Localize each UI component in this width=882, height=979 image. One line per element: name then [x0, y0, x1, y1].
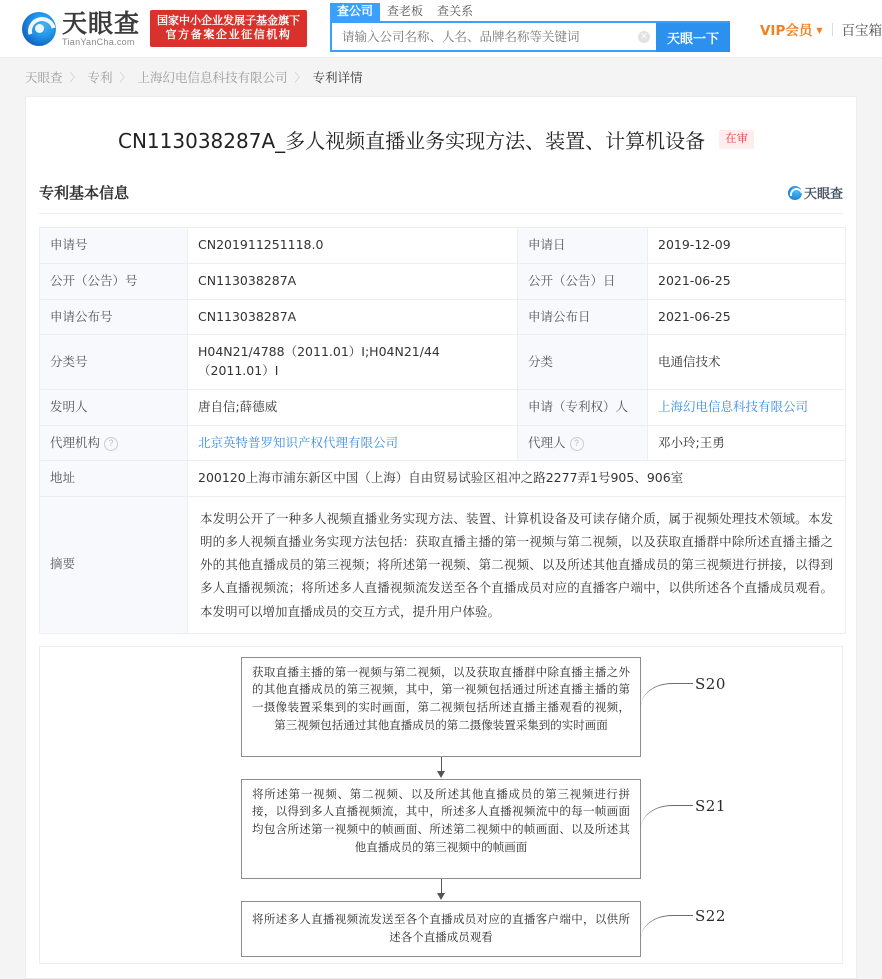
cell-label: 地址	[40, 461, 188, 497]
cell-label-agent	[518, 425, 648, 461]
agency-link[interactable]: 北京英特普罗知识产权代理有限公司	[198, 435, 398, 450]
flowchart-step-s21-text: 将所述第一视频、第二视频、以及所述其他直播成员的第三视频进行拼接，以得到多人直播视频流，其中，所述多人直播视频流中的每一帧画面均包含所述第一视频中的帧画面、所述第二视频中的帧画面、以及所述其他直播成员的第三视频中的帧画面	[252, 787, 630, 854]
section-title: 专利基本信息	[39, 182, 129, 203]
breadcrumb-separator: 〉	[295, 69, 306, 85]
search-tabs	[330, 5, 730, 23]
search-tab-boss[interactable]: 查老板	[380, 3, 430, 21]
cell-value: 2021-06-25	[648, 263, 846, 299]
flowchart-step-label-s20: S20	[695, 675, 726, 693]
cell-value: CN113038287A	[188, 299, 518, 335]
toolbox-link[interactable]: 百宝箱	[842, 19, 882, 39]
agent-label: 代理人	[528, 435, 566, 450]
patent-title-text: CN113038287A_多人视频直播业务实现方法、装置、计算机设备	[118, 125, 705, 154]
gov-badge-line1: 国家中小企业发展子基金旗下	[157, 14, 300, 28]
table-row	[40, 425, 846, 461]
cell-label: 发明人	[40, 389, 188, 425]
flowchart-step-s22-text: 将所述多人直播视频流发送至各个直播成员对应的直播客户端中，以供所述各个直播成员观看	[252, 911, 630, 947]
chevron-down-icon: ▼	[816, 26, 822, 35]
cell-value: CN201911251118.0	[188, 228, 518, 264]
table-row	[40, 335, 846, 390]
clear-icon[interactable]: ✕	[638, 31, 650, 43]
search-input-wrapper	[330, 23, 656, 52]
flowchart-leader-line-s22	[641, 915, 693, 938]
cell-label: 分类	[518, 335, 648, 390]
page-title	[26, 97, 856, 154]
search-tab-company[interactable]: 查公司	[330, 3, 380, 21]
cell-value: 邓小玲;王勇	[648, 425, 846, 461]
flowchart-arrow-2	[241, 879, 641, 901]
flowchart-inner	[161, 657, 721, 957]
cell-label: 公开（公告）日	[518, 263, 648, 299]
breadcrumb-item-company[interactable]: 上海幻电信息科技有限公司	[138, 68, 288, 86]
vip-label: VIP会员	[760, 19, 812, 39]
breadcrumb-separator: 〉	[70, 69, 81, 85]
gov-badge-line2: 官方备案企业征信机构	[157, 28, 300, 42]
cell-value: H04N21/4788（2011.01）I;H04N21/44（2011.01）I	[188, 335, 518, 390]
patent-detail-card	[25, 96, 857, 979]
help-icon[interactable]: ?	[104, 437, 118, 451]
logo-text	[62, 11, 140, 47]
cell-label: 申请公布号	[40, 299, 188, 335]
table-row-abstract	[40, 497, 846, 634]
status-badge: 在审	[719, 130, 754, 149]
cell-value-applicant	[648, 389, 846, 425]
cell-label: 摘要	[40, 497, 188, 634]
cell-label: 申请（专利权）人	[518, 389, 648, 425]
cell-value-agency	[188, 425, 518, 461]
breadcrumb-item-home[interactable]: 天眼查	[25, 68, 63, 86]
cell-label: 申请公布日	[518, 299, 648, 335]
flowchart-step-label-s22: S22	[695, 907, 726, 925]
cell-value: 2021-06-25	[648, 299, 846, 335]
table-row	[40, 228, 846, 264]
agency-label: 代理机构	[50, 435, 100, 450]
tianyancha-logo-icon	[22, 12, 56, 46]
search-tab-relation[interactable]: 查关系	[430, 3, 480, 21]
flowchart-leader-line-s21	[641, 805, 693, 828]
patent-flowchart-figure	[39, 646, 843, 964]
cell-value: 电通信技术	[648, 335, 846, 390]
table-row	[40, 299, 846, 335]
flowchart-step-s22-box	[241, 901, 641, 957]
flowchart-step-s21-box	[241, 779, 641, 879]
section-header	[39, 182, 843, 214]
cell-value: 2019-12-09	[648, 228, 846, 264]
table-row	[40, 389, 846, 425]
table-row	[40, 263, 846, 299]
header-right-menu	[760, 19, 882, 39]
cell-value-abstract: 本发明公开了一种多人视频直播业务实现方法、装置、计算机设备及可读存储介质，属于视频处理技术领域。本发明的多人视频直播业务实现方法包括：获取直播主播的第一视频与第二视频，以及获取直播群中除所述直播主播之外的其他直播成员的第三视频；将所述第一视频、第二视频、以及所述其他直播成员的第三视频进行拼接，以得到多人直播视频流；将所述多人直播视频流发送至各个直播成员对应的直播客户端中，以供所述各个直播成员观看。本发明可以增加直播成员的交互方式，提升用户体验。	[188, 497, 846, 634]
cell-label: 分类号	[40, 335, 188, 390]
search-area	[330, 5, 730, 52]
logo-title-cn: 天眼查	[62, 11, 140, 36]
cell-label-agency	[40, 425, 188, 461]
flowchart-step-s20-text: 获取直播主播的第一视频与第二视频，以及获取直播群中除直播主播之外的其他直播成员的第三视频，其中，第一视频包括通过所述直播主播的第一摄像装置采集到的实时画面，第二视频包括所述直播主播观看的视频，第三视频包括通过其他直播成员的第二摄像装置采集到的实时画面	[252, 665, 630, 732]
cell-label: 申请号	[40, 228, 188, 264]
site-header	[0, 0, 882, 58]
search-button[interactable]: 天眼一下	[656, 23, 730, 52]
cell-label: 申请日	[518, 228, 648, 264]
cell-label: 公开（公告）号	[40, 263, 188, 299]
help-icon[interactable]: ?	[570, 437, 584, 451]
applicant-link[interactable]: 上海幻电信息科技有限公司	[658, 399, 808, 414]
cell-value: CN113038287A	[188, 263, 518, 299]
tianyancha-watermark-icon	[788, 186, 802, 200]
vip-member-menu[interactable]	[760, 19, 823, 39]
flowchart-step-label-s21: S21	[695, 797, 726, 815]
cell-value: 唐自信;薛德威	[188, 389, 518, 425]
cell-value-address: 200120上海市浦东新区中国（上海）自由贸易试验区祖冲之路2277弄1号905、906室	[188, 461, 846, 497]
breadcrumb-separator: 〉	[120, 69, 131, 85]
watermark-text: 天眼查	[804, 183, 843, 202]
logo-title-en: TianYanCha.com	[62, 38, 140, 47]
search-input[interactable]	[340, 29, 638, 45]
flowchart-step-s20-box	[241, 657, 641, 757]
table-row-address	[40, 461, 846, 497]
breadcrumb-item-patent[interactable]: 专利	[88, 68, 113, 86]
breadcrumb-item-current: 专利详情	[313, 68, 363, 86]
flowchart-arrow-1	[241, 757, 641, 779]
search-row	[330, 23, 730, 52]
site-logo[interactable]	[22, 11, 140, 47]
breadcrumb	[0, 58, 882, 96]
patent-info-table	[39, 227, 846, 634]
header-divider	[832, 23, 833, 36]
flowchart-leader-line-s20	[641, 683, 693, 706]
watermark-logo	[788, 183, 843, 202]
gov-certification-badge	[150, 10, 307, 47]
